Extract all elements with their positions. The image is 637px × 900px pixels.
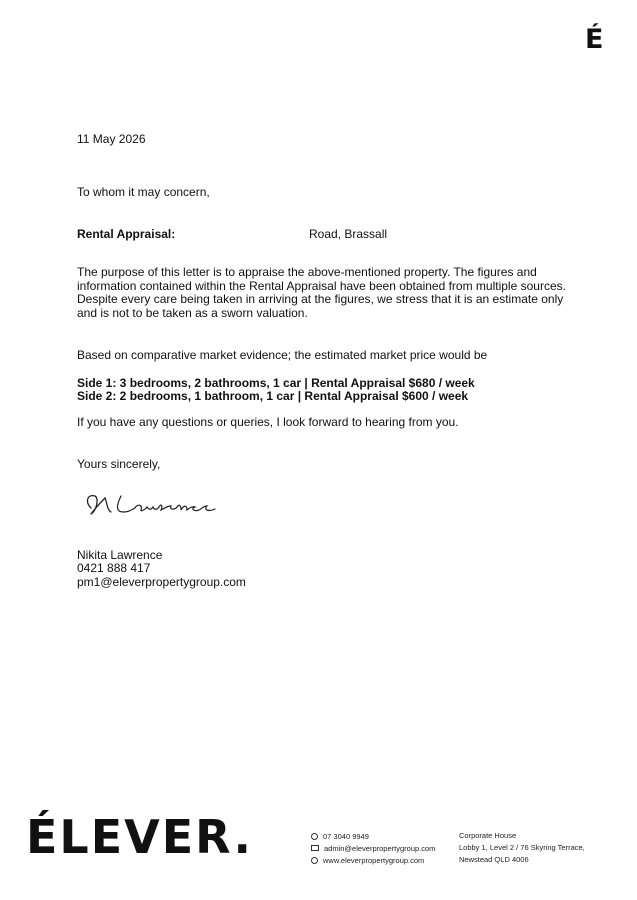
signer-phone: 0421 888 417 bbox=[77, 561, 151, 575]
signer-email[interactable]: pm1@eleverpropertygroup.com bbox=[77, 575, 246, 589]
side2-appraisal: Side 2: 2 bedrooms, 1 bathroom, 1 car | Rental Appraisal $600 / week bbox=[77, 389, 469, 403]
subject-address: Road, Brassall bbox=[309, 227, 388, 241]
handwritten-signature bbox=[77, 480, 237, 525]
paragraph-line: The purpose of this letter is to appraise the above-mentioned property. The figures and bbox=[77, 265, 537, 279]
address-line: Newstead QLD 4006 bbox=[459, 855, 529, 864]
paragraph-line: information contained within the Rental Appraisal have been obtained from multiple sources. bbox=[77, 278, 566, 293]
footer-website-row[interactable] bbox=[311, 854, 435, 866]
footer-phone-row bbox=[311, 830, 435, 842]
subject-label: Rental Appraisal: bbox=[77, 227, 176, 241]
phone-icon bbox=[311, 833, 318, 840]
footer-website[interactable]: www.eleverpropertygroup.com bbox=[323, 855, 425, 865]
paragraph-line: Despite every care being taken in arriving at the figures, we stress that it is an estimate only bbox=[77, 292, 564, 306]
closing: Yours sincerely, bbox=[77, 457, 161, 471]
body-paragraph bbox=[77, 266, 577, 320]
questions-line: If you have any questions or queries, I look forward to hearing from you. bbox=[77, 415, 459, 429]
address-line: Lobby 1, Level 2 / 76 Skyring Terrace, bbox=[459, 843, 585, 852]
footer-email-row[interactable] bbox=[311, 842, 435, 854]
footer-phone: 07 3040 9949 bbox=[323, 831, 369, 841]
subject-line bbox=[77, 227, 388, 241]
brand-logo: ÉLEVER. bbox=[26, 810, 253, 864]
salutation: To whom it may concern, bbox=[77, 185, 210, 199]
signer-name: Nikita Lawrence bbox=[77, 548, 163, 562]
footer-contacts bbox=[311, 830, 435, 866]
letter-date: 11 May 2026 bbox=[77, 132, 146, 146]
evidence-line: Based on comparative market evidence; the estimated market price would be bbox=[77, 348, 488, 362]
corner-logo-mark: É bbox=[585, 24, 604, 55]
paragraph-line: and is not to be taken as a sworn valuation. bbox=[77, 305, 308, 320]
globe-icon bbox=[311, 857, 318, 864]
side1-appraisal: Side 1: 3 bedrooms, 2 bathrooms, 1 car | Rental Appraisal $680 / week bbox=[77, 376, 475, 390]
address-line: Corporate House bbox=[459, 831, 517, 840]
mail-icon bbox=[311, 845, 319, 851]
footer-address bbox=[459, 830, 585, 866]
footer-email[interactable]: admin@eleverpropertygroup.com bbox=[324, 843, 436, 853]
